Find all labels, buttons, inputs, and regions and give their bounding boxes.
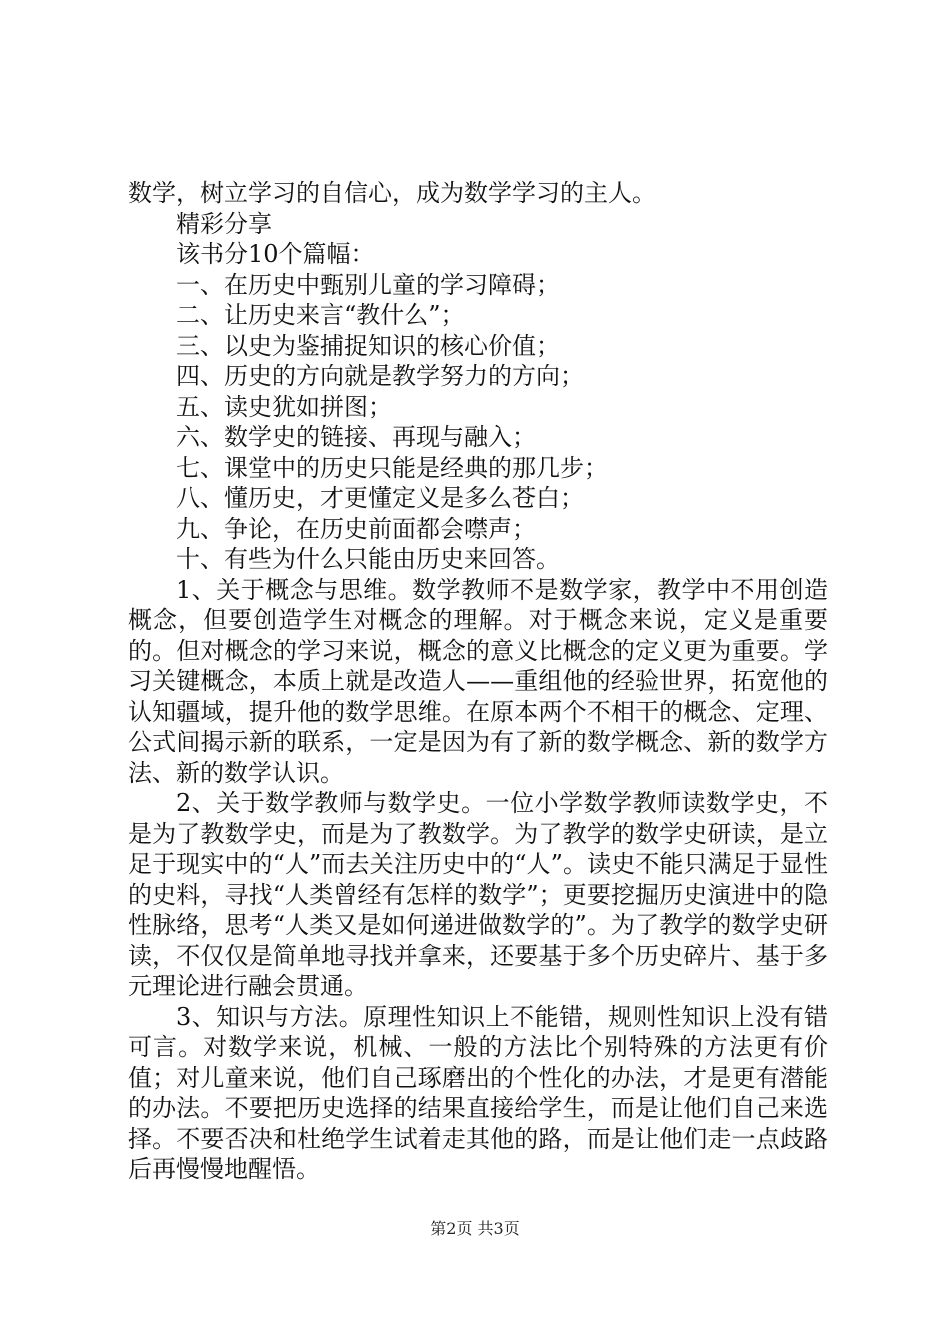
chapter-item: 八、懂历史，才更懂定义是多么苍白； <box>176 484 584 512</box>
chapter-item: 四、历史的方向就是教学努力的方向； <box>176 362 584 390</box>
body-paragraph: 3、知识与方法。原理性知识上不能错，规则性知识上没有错可言。对数学来说，机械、一般的方法比个别特殊的方法更有价值；对儿童来说，他们自己琢磨出的个性化的办法，才是更有潜能的办法。不要把历史选择的结果直接给学生，而是让他们自己来选择。不要否决和杜绝学生试着走其他的路，而是让他们走一点歧路后再慢慢地醒悟。 <box>128 1002 828 1183</box>
intro-line: 数学，树立学习的自信心，成为数学学习的主人。 <box>128 179 656 207</box>
chapter-item: 六、数学史的链接、再现与融入； <box>176 423 536 451</box>
chapter-item: 五、读史犹如拼图； <box>176 392 392 421</box>
document-body <box>128 178 828 1185</box>
chapter-item: 九、争论，在历史前面都会噤声； <box>176 514 536 543</box>
chapter-item: 二、让历史来言“教什么”； <box>176 301 465 329</box>
chapter-item: 三、以史为鉴捕捉知识的核心价值； <box>176 331 560 360</box>
chapter-item: 十、有些为什么只能由历史来回答。 <box>176 545 560 573</box>
chapter-item: 一、在历史中甄别儿童的学习障碍； <box>176 270 560 299</box>
section-heading: 精彩分享 <box>176 209 272 238</box>
body-paragraph: 2、关于数学教师与数学史。一位小学数学教师读数学史，不是为了教数学史，而是为了教数学。为了教学的数学史研读，是立足于现实中的“人”而去关注历史中的“人”。读史不能只满足于显性的史料，寻找“人类曾经有怎样的数学”；更要挖掘历史演进中的隐性脉络，思考“人类又是如何递进做数学的”。为了教学的数学史研读，不仅仅是简单地寻找并拿来，还要基于多个历史碎片、基于多元理论进行融会贯通。 <box>128 789 828 1000</box>
chapters-intro: 该书分10个篇幅： <box>176 240 375 268</box>
body-paragraph: 1、关于概念与思维。数学教师不是数学家，教学中不用创造概念，但要创造学生对概念的理解。对于概念来说，定义是重要的。但对概念的学习来说，概念的意义比概念的定义更为重要。学习关键概念，本质上就是改造人——重组他的经验世界，拓宽他的认知疆域，提升他的数学思维。在原本两个不相干的概念、定理、公式间揭示新的联系，一定是因为有了新的数学概念、新的数学方法、新的数学认识。 <box>128 575 828 787</box>
page-footer: 第2页 共3页 <box>430 1219 520 1238</box>
chapter-item: 七、课堂中的历史只能是经典的那几步； <box>176 453 608 482</box>
